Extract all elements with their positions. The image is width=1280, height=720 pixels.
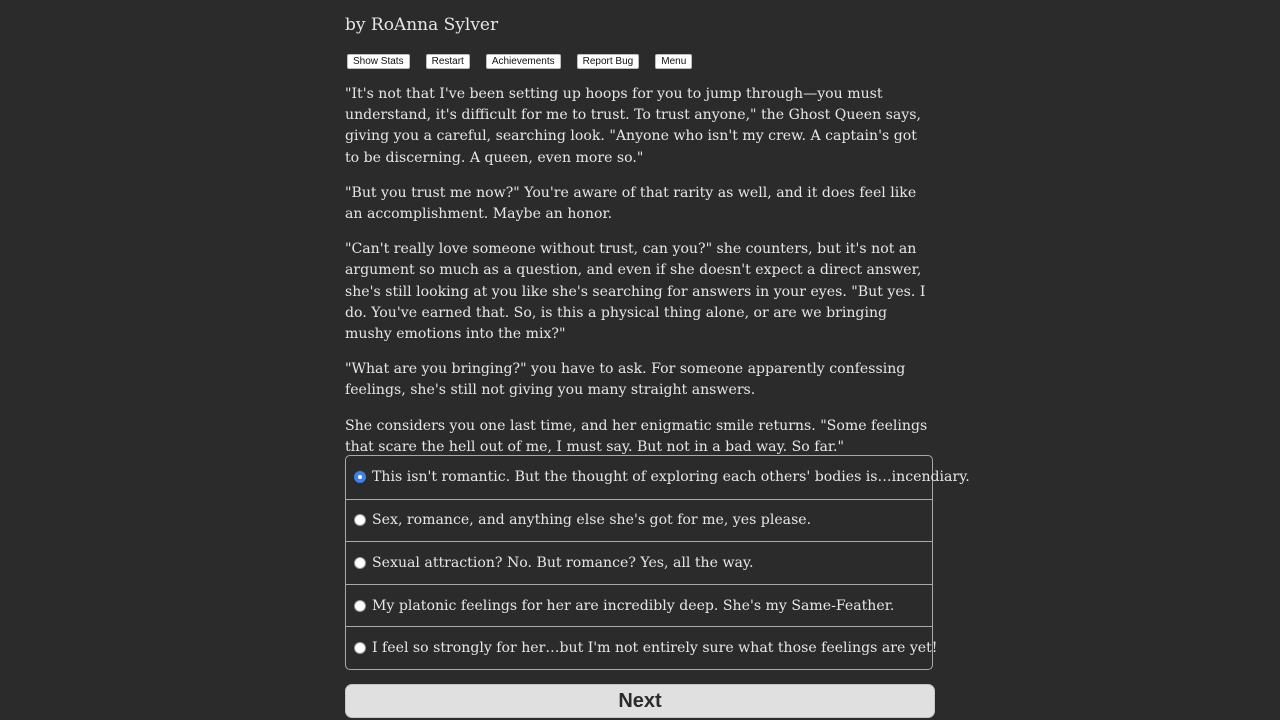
achievements-button[interactable]: Achievements [486,54,561,69]
menu-button[interactable]: Menu [655,54,692,69]
radio-unselected-icon[interactable] [354,557,366,569]
choice-label: This isn't romantic. But the thought of exploring each others' bodies is…incendiary. [372,469,970,486]
choice-label: I feel so strongly for her…but I'm not entirely sure what those feelings are yet! [372,640,938,657]
restart-button[interactable]: Restart [426,54,470,69]
author-byline: by RoAnna Sylver [345,15,499,35]
choice-option[interactable] [346,584,932,627]
choice-option[interactable] [346,541,932,584]
radio-unselected-icon[interactable] [354,642,366,654]
radio-unselected-icon[interactable] [354,600,366,612]
choice-option[interactable] [346,499,932,542]
report-bug-button[interactable]: Report Bug [577,54,640,69]
next-button[interactable]: Next [345,684,935,718]
radio-unselected-icon[interactable] [354,514,366,526]
choice-option[interactable] [346,456,970,499]
choice-option[interactable] [346,626,938,669]
choice-list [345,455,970,670]
show-stats-button[interactable]: Show Stats [347,54,410,69]
story-paragraph: She considers you one last time, and her enigmatic smile returns. "Some feelings that scare the hell out of me, I must say. But not in a bad way. So far." [345,417,928,455]
choice-label: Sexual attraction? No. But romance? Yes, all the way. [372,554,754,571]
story-paragraph: "What are you bringing?" you have to ask. For someone apparently confessing feelings, she's still not giving you many straight answers. [345,361,906,399]
choice-label: Sex, romance, and anything else she's got for me, yes please. [372,512,812,529]
story-paragraph: "Can't really love someone without trust, can you?" she counters, but it's not an argument so much as a question, and even if she doesn't expect a direct answer, she's still looking at you like she's searching for answers in your eyes. "But yes. I do. You've earned that. So, is this a physical thing alone, or are we bringing mushy emotions into the mix?" [345,241,926,343]
story-paragraph: "But you trust me now?" You're aware of that rarity as well, and it does feel like an accomplishment. Maybe an honor. [345,184,917,223]
radio-selected-icon[interactable] [354,471,366,483]
story-paragraph: "It's not that I've been setting up hoops for you to jump through—you must understand, it's difficult for me to trust. To trust anyone," the Ghost Queen says, giving you a careful, searching look. "Anyone who isn't my crew. A captain's got to be discerning. A queen, even more so." [345,86,921,166]
toolbar [347,54,708,69]
choice-label: My platonic feelings for her are incredibly deep. She's my Same-Feather. [372,597,895,614]
story-text [345,84,935,472]
